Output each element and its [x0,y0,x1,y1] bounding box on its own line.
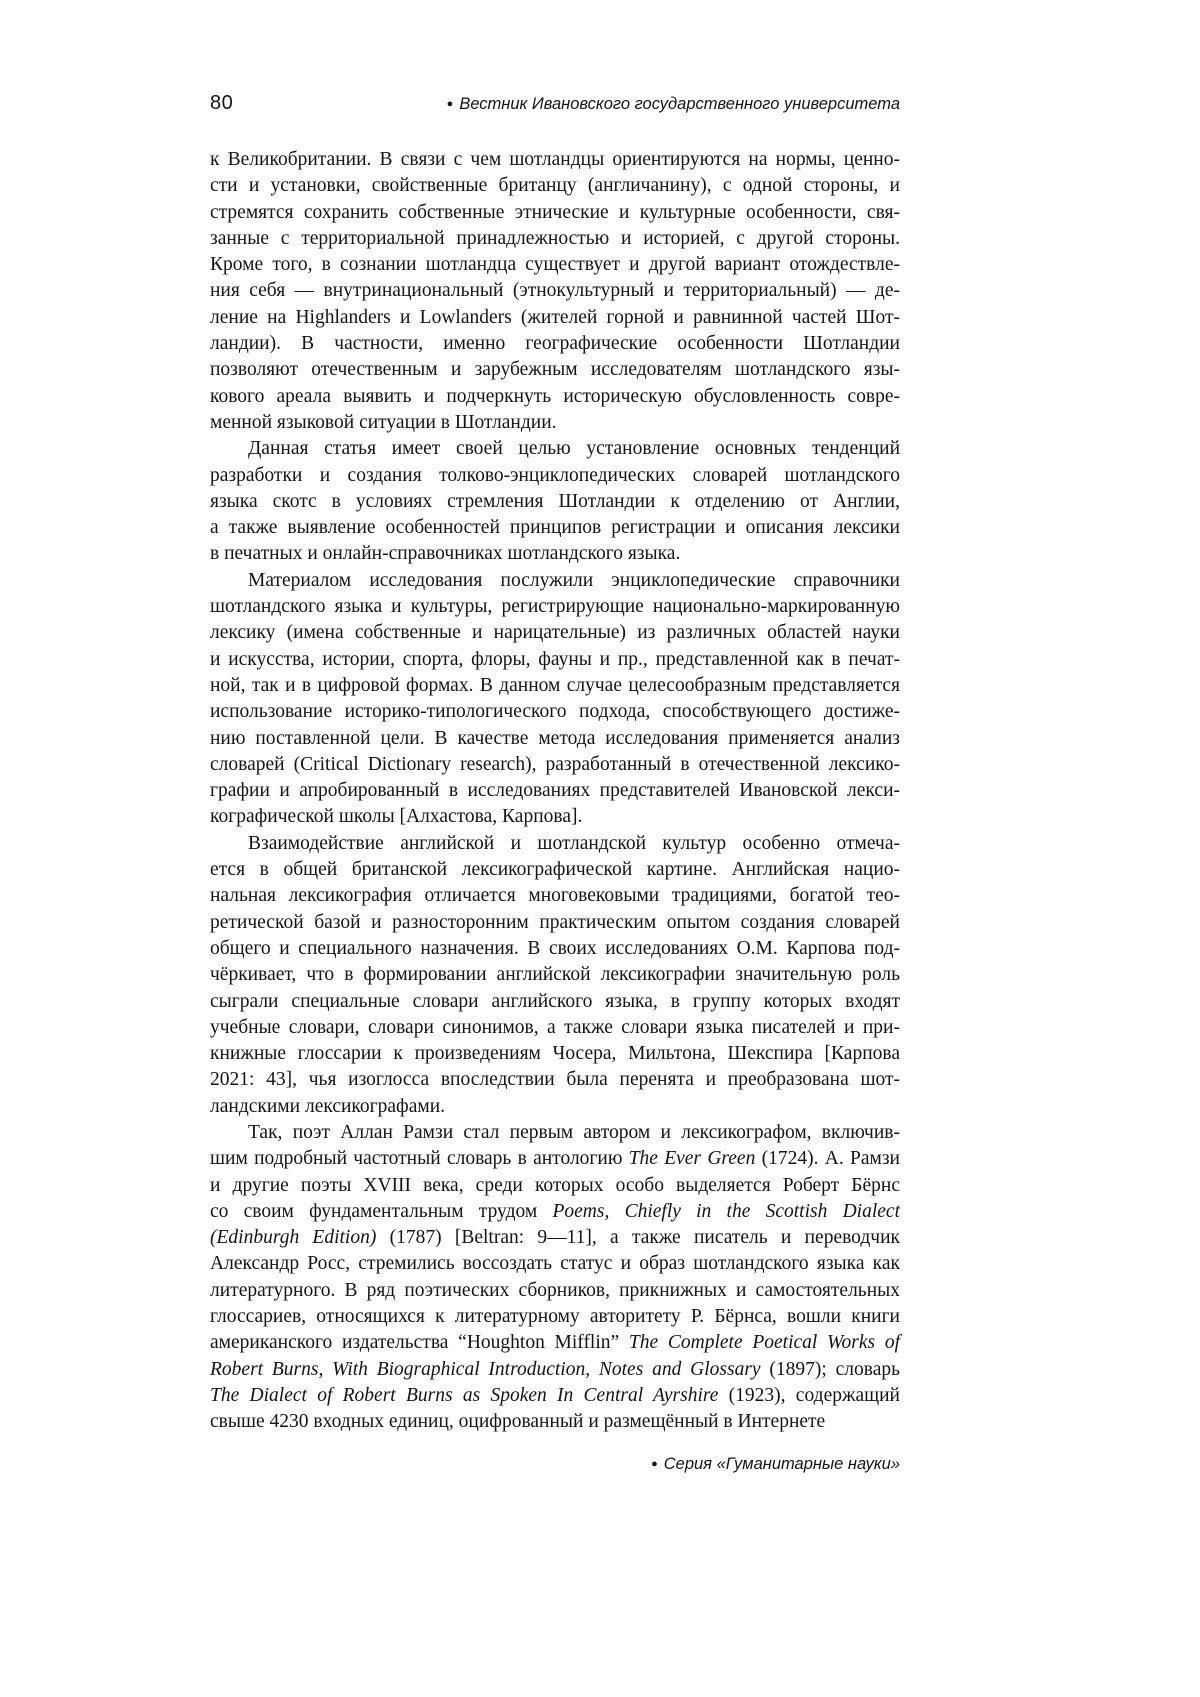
text-line: стремятся сохранить собственные этнические и культурные особенности, свя- [210,201,900,223]
text-line: кографической школы [Алхастова, Карпова]. [210,806,583,828]
page-number: 80 [210,92,234,114]
text-line: позволяют отечественным и зарубежным исследователям шотландского язы- [210,359,900,381]
text-line: ется в общей британской лексикографической картине. Английская нацио- [210,859,900,881]
text-line: Материалом исследования послужили энциклопедические справочники [248,569,900,591]
text-line: словарей (Critical Dictionary research), разработанный в отечественной лексико- [210,753,900,775]
text-line: ния себя — внутринациональный (этнокультурный и территориальный) — де- [210,280,900,302]
text-line: лексику (имена собственные и нарицательные) из различных областей науки [210,622,900,644]
text-line: (Edinburgh Edition) (1787) [Beltran: 9—11], а также писатель и переводчик [210,1227,900,1249]
paragraph [210,831,900,1120]
bullet-icon: ● [446,98,454,110]
text-line: ландии). В частности, именно географические особенности Шотландии [210,333,900,355]
text-line: сти и установки, свойственные британцу (англичанину), с одной стороны, и [210,175,900,197]
text-line: кового ареала выявить и подчеркнуть историческую обусловленность совре- [210,385,900,407]
text-line: в печатных и онлайн-справочниках шотландского языка. [210,543,681,565]
text-line: и другие поэты XVIII века, среди которых особо выделяется Роберт Бёрнс [210,1174,900,1196]
running-title-text: Вестник Ивановского государственного университета [459,95,900,113]
bullet-icon: ● [651,1458,658,1470]
paragraph [210,1120,900,1436]
text-line: со своим фундаментальным трудом Poems, Chiefly in the Scottish Dialect [210,1200,900,1222]
text-line: сыграли специальные словари английского языка, в группу которых входят [210,990,900,1012]
text-line: а также выявление особенностей принципов регистрации и описания лексики [210,517,900,539]
text-line: шотландского языка и культуры, регистрирующие национально-маркированную [210,596,900,618]
text-line: Взаимодействие английской и шотландской культур особенно отмеча- [248,832,900,854]
text-line: графии и апробированный в исследованиях представителей Ивановской лекси- [210,780,900,802]
running-title [447,95,900,114]
page-header [210,92,900,115]
text-line: Данная статья имеет своей целью установление основных тенденций [248,438,900,460]
text-line: Robert Burns, With Biographical Introduction, Notes and Glossary (1897); словарь [210,1358,900,1380]
text-line: занные с территориальной принадлежностью и историей, с другой стороны. [210,227,900,249]
page-footer [210,1455,900,1474]
text-line: разработки и создания толково-энциклопедических словарей шотландского [210,464,900,486]
text-line: языка скотс в условиях стремления Шотландии к отделению от Англии, [210,490,900,512]
paragraph [210,436,900,567]
text-line: американского издательства “Houghton Mifflin” The Complete Poetical Works of [210,1332,900,1354]
text-line: нию поставленной цели. В качестве метода исследования применяется анализ [210,727,900,749]
text-line: использование историко-типологического подхода, способствующего достиже- [210,701,900,723]
text-line: Александр Росс, стремились воссоздать статус и образ шотландского языка как [210,1253,900,1275]
text-line: глоссариев, относящихся к литературному авторитету Р. Бёрнса, вошли книги [210,1306,900,1328]
text-line: ление на Highlanders и Lowlanders (жителей горной и равнинной частей Шот- [210,306,900,328]
text-line: нальная лексикография отличается многовековыми традициями, богатой тео- [210,885,900,907]
text-line: учебные словари, словари синонимов, а также словари языка писателей и при- [210,1016,900,1038]
text-line: чёркивает, что в формировании английской лексикографии значительную роль [210,964,900,986]
text-line: ной, так и в цифровой формах. В данном случае целесообразным представляется [210,674,900,696]
article-body [210,147,900,1436]
text-line: литературного. В ряд поэтических сборников, прикнижных и самостоятельных [210,1279,900,1301]
paragraph [210,147,900,436]
text-line: Так, поэт Аллан Рамзи стал первым автором и лексикографом, включив- [248,1121,900,1143]
text-line: общего и специального назначения. В своих исследованиях О.М. Карпова под- [210,937,900,959]
text-line: The Dialect of Robert Burns as Spoken In Central Ayrshire (1923), содержащий [210,1384,900,1406]
text-line: шим подробный частотный словарь в антологию The Ever Green (1724). А. Рамзи [210,1148,900,1170]
text-line: книжные глоссарии к произведениям Чосера, Мильтона, Шекспира [Карпова [210,1043,900,1065]
text-line: свыше 4230 входных единиц, оцифрованный и размещённый в Интернете [210,1411,826,1433]
text-line: ландскими лексикографами. [210,1095,445,1117]
paragraph [210,568,900,831]
text-line: и искусства, истории, спорта, флоры, фауны и пр., представленной как в печат- [210,648,900,670]
series-title-text: Серия «Гуманитарные науки» [663,1455,900,1473]
text-line: ретической базой и разносторонним практическим опытом создания словарей [210,911,900,933]
text-line: Кроме того, в сознании шотландца существует и другой вариант отождествле- [210,254,900,276]
text-line: к Великобритании. В связи с чем шотландцы ориентируются на нормы, ценно- [210,149,900,170]
text-line: 2021: 43], чья изоглосса впоследствии была перенята и преобразована шот- [210,1069,900,1091]
text-line: менной языковой ситуации в Шотландии. [210,411,557,433]
